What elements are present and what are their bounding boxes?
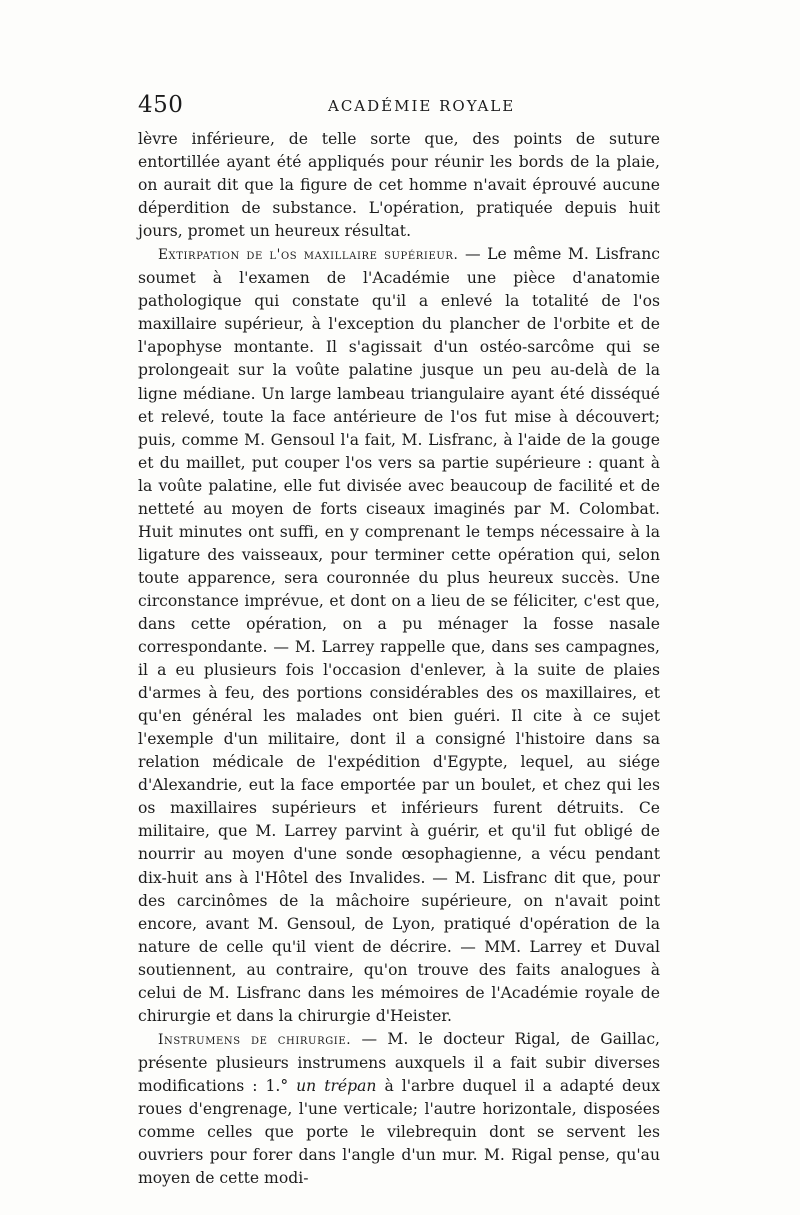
- paragraph-continuation: lèvre inférieure, de telle sorte que, des points de suture entortillée ayant été appliqués pour réunir les bords de la plaie, on aurait dit que la figure de cet homme n'avait éprouvé aucune déperdition de substance. L'opération, pratiquée depuis huit jours, promet un heureux résultat.: [138, 130, 660, 241]
- page-number: 450: [138, 92, 184, 118]
- running-title: ACADÉMIE ROYALE: [328, 97, 516, 115]
- paragraph-extirpation-text: — Le même M. Lisfranc soumet à l'examen de l'Académie une pièce d'anatomie pathologique qui constate qu'il a enlevé la totalité de l'os maxillaire supérieur, à l'exception du plancher de l'orbite et de l'apophyse montante. Il s'agissait d'un ostéo-sarcôme qui se prolongeait sur la voûte palatine jusque un peu au-delà de la ligne médiane. Un large lambeau triangulaire ayant été disséqué et relevé, toute la face antérieure de l'os fut mise à découvert; puis, comme M. Gensoul l'a fait, M. Lisfranc, à l'aide de la gouge et du maillet, put couper l'os vers sa partie supérieure : quant à la voûte palatine, elle fut divisée avec beaucoup de facilité et de netteté au moyen de forts ciseaux imaginés par M. Colombat. Huit minutes ont suffi, en y comprenant le temps nécessaire à la ligature des vaisseaux, pour terminer cette opération qui, selon toute apparence, sera couronnée du plus heureux succès. Une circonstance imprévue, et dont on a lieu de se féliciter, c'est que, dans cette opération, on a pu ménager la fosse nasale correspondante. — M. Larrey rappelle que, dans ses campagnes, il a eu plusieurs fois l'occasion d'enlever, à la suite de plaies d'armes à feu, des portions considérables des os maxillaires, et qu'en général les malades ont bien guéri. Il cite à ce sujet l'exemple d'un militaire, dont il a consigné l'histoire dans sa relation médicale de l'expédition d'Egypte, lequel, au siége d'Alexandrie, eut la face emportée par un boulet, et chez qui les os maxillaires supérieurs et inférieurs furent détruits. Ce militaire, que M. Larrey parvint à guérir, et qu'il fut obligé de nourrir au moyen d'une sonde œsophagienne, a vécu pendant dix-huit ans à l'Hôtel des Invalides. — M. Lisfranc dit que, pour des carcinômes de la mâchoire supérieure, on n'avait point encore, avant M. Gensoul, de Lyon, pratiqué d'opération de la nature de celle qu'il vient de décrire. — MM. Larrey et Duval soutiennent, au contraire, qu'on trouve des faits analogues à celui de M. Lisfranc dans les mémoires de l'Académie royale de chirurgie et dans la chirurgie d'Heister.: [138, 245, 660, 1025]
- paragraph-instrumens: [138, 1028, 660, 1190]
- running-head: [138, 92, 658, 122]
- paragraph-instrumens-text-a: — M. le docteur Rigal, de Gaillac, présente plusieurs instrumens auxquels il a fait subir diverses modifications : 1.°: [138, 1029, 661, 1095]
- paragraph-extirpation: [138, 243, 660, 1028]
- italic-term-trepan: un trépan: [296, 1076, 377, 1095]
- paragraph-instrumens-text-b: à l'arbre duquel il a adapté deux roues d'engrenage, l'une verticale; l'autre horizontale, disposées comme celles que porte le vilebrequin dont se servent les ouvriers pour forer dans l'angle d'un mur. M. Rigal pense, qu'au moyen de cette modi-: [138, 1076, 660, 1188]
- section-heading-extirpation: Extirpation de l'os maxillaire supérieur.: [158, 247, 459, 264]
- body-text: [138, 128, 660, 1190]
- section-heading-instrumens: Instrumens de chirurgie.: [158, 1031, 352, 1048]
